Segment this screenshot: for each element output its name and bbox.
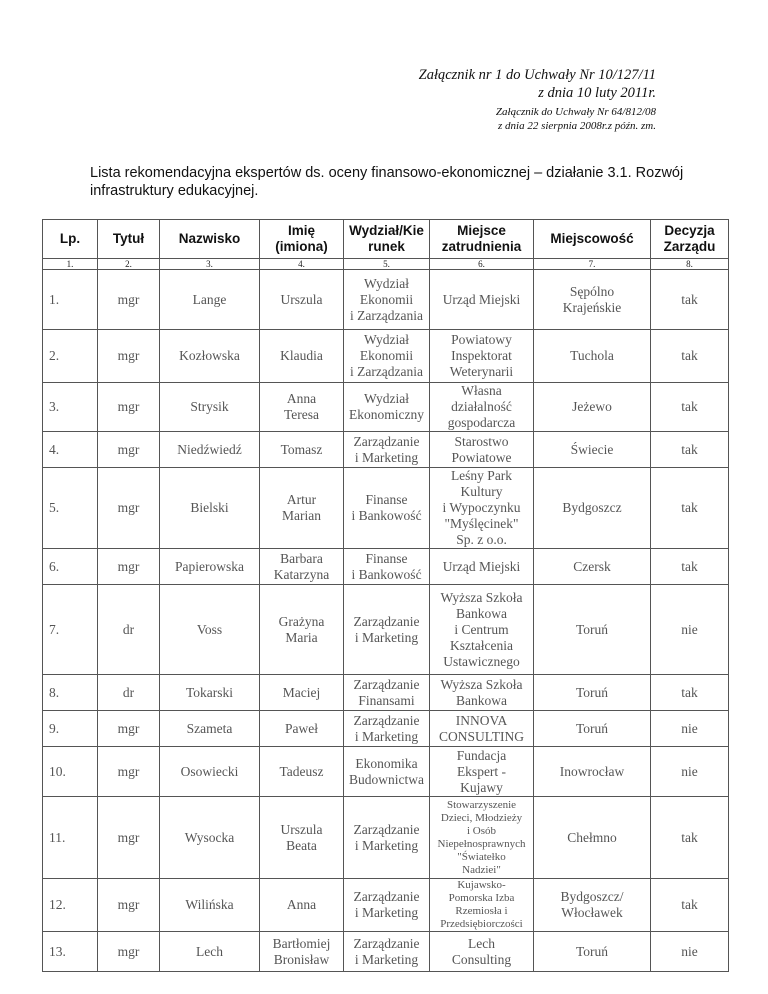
column-header-text: (imiona) bbox=[275, 239, 328, 254]
cell-imie-line: Barbara bbox=[280, 550, 323, 566]
cell-nazwisko: Wysocka bbox=[160, 797, 260, 879]
cell-miejsce-line: Pomorska Izba bbox=[448, 892, 515, 904]
column-header-text: Miejscowość bbox=[550, 231, 634, 246]
column-number: 2. bbox=[98, 259, 160, 270]
cell-nazwisko: Tokarski bbox=[160, 675, 260, 711]
cell-miejscowosc-line: Włocławek bbox=[561, 905, 623, 920]
cell-imie bbox=[260, 330, 344, 383]
cell-miejsce-line: Nadziei" bbox=[462, 863, 501, 876]
cell-wydzial-line: Budownictwa bbox=[349, 771, 424, 787]
cell-imie bbox=[260, 797, 344, 879]
table-row bbox=[43, 879, 729, 932]
cell-imie-line: Bronisław bbox=[273, 951, 330, 967]
cell-tytul: mgr bbox=[98, 711, 160, 747]
cell-nazwisko: Osowiecki bbox=[160, 747, 260, 797]
cell-wydzial-line: i Marketing bbox=[354, 728, 419, 744]
document-header bbox=[419, 66, 656, 133]
cell-imie bbox=[260, 711, 344, 747]
cell-miejscowosc-line: Czersk bbox=[573, 558, 611, 574]
cell-miejsce-line: Kultury bbox=[460, 484, 503, 499]
cell-wydzial-line: Zarządzanie bbox=[353, 676, 420, 692]
cell-miejsce-line: Rzemiosła i bbox=[455, 905, 508, 917]
cell-decyzja: tak bbox=[651, 879, 729, 932]
cell-tytul: mgr bbox=[98, 432, 160, 468]
cell-miejscowosc-line: Świecie bbox=[570, 441, 614, 457]
cell-miejsce bbox=[430, 675, 534, 711]
cell-lp: 7. bbox=[43, 585, 98, 675]
cell-wydzial bbox=[344, 675, 430, 711]
column-header-text: Imię bbox=[287, 223, 315, 238]
cell-miejsce bbox=[430, 879, 534, 932]
previous-resolution-line: Załącznik do Uchwały Nr 64/812/08 bbox=[495, 106, 656, 118]
cell-imie bbox=[260, 932, 344, 972]
cell-wydzial-line: Finansami bbox=[358, 692, 415, 708]
cell-miejsce-line: Leśny Park bbox=[450, 468, 513, 483]
cell-miejscowosc bbox=[534, 932, 651, 972]
column-number: 4. bbox=[260, 259, 344, 270]
column-header-text: Zarządu bbox=[663, 239, 716, 254]
table-header-row bbox=[43, 220, 729, 259]
cell-tytul: mgr bbox=[98, 383, 160, 432]
cell-miejscowosc-line: Toruń bbox=[575, 720, 609, 736]
cell-miejscowosc-line: Jeżewo bbox=[572, 399, 612, 414]
cell-nazwisko: Lange bbox=[160, 270, 260, 330]
table-row bbox=[43, 383, 729, 432]
cell-wydzial bbox=[344, 711, 430, 747]
cell-miejsce-line: Bankowa bbox=[456, 605, 507, 621]
cell-wydzial-line: Zarządzanie bbox=[353, 433, 420, 449]
cell-wydzial-line: i Bankowość bbox=[351, 566, 422, 582]
cell-miejscowosc-line: Toruń bbox=[575, 943, 609, 959]
cell-wydzial-line: Zarządzanie bbox=[353, 821, 420, 837]
cell-wydzial-line: i Marketing bbox=[354, 837, 419, 853]
column-header-text: Nazwisko bbox=[178, 231, 241, 246]
cell-decyzja: tak bbox=[651, 383, 729, 432]
resolution-line: Załącznik nr 1 do Uchwały Nr 10/127/11 bbox=[418, 67, 656, 83]
cell-decyzja: nie bbox=[651, 585, 729, 675]
cell-miejscowosc-line: Inowrocław bbox=[559, 763, 625, 779]
table-row bbox=[43, 468, 729, 549]
cell-miejsce bbox=[430, 711, 534, 747]
cell-miejsce-line: Stowarzyszenie bbox=[446, 798, 517, 811]
cell-lp: 12. bbox=[43, 879, 98, 932]
cell-miejsce bbox=[430, 549, 534, 585]
cell-miejsce-line: "Światełko bbox=[457, 850, 506, 863]
cell-miejsce bbox=[430, 383, 534, 432]
cell-imie-line: Grażyna bbox=[278, 613, 325, 629]
cell-lp: 11. bbox=[43, 797, 98, 879]
cell-wydzial bbox=[344, 330, 430, 383]
column-number: 6. bbox=[430, 259, 534, 270]
cell-nazwisko: Lech bbox=[160, 932, 260, 972]
cell-wydzial-line: Finanse bbox=[365, 550, 408, 566]
cell-nazwisko: Papierowska bbox=[160, 549, 260, 585]
cell-lp: 9. bbox=[43, 711, 98, 747]
cell-decyzja: tak bbox=[651, 330, 729, 383]
cell-miejscowosc-line: Bydgoszcz/ bbox=[560, 889, 624, 904]
cell-miejsce-line: Fundacja bbox=[456, 747, 507, 763]
cell-lp: 1. bbox=[43, 270, 98, 330]
title-line-1: Lista rekomendacyjna ekspertów ds. oceny finansowo-ekonomicznej – działanie 3.1. Rozwój bbox=[90, 165, 684, 181]
previous-resolution-date-line: z dnia 22 sierpnia 2008r.z późn. zm. bbox=[498, 120, 656, 132]
cell-miejsce-line: INNOVA bbox=[455, 712, 508, 728]
cell-nazwisko: Strysik bbox=[160, 383, 260, 432]
cell-imie bbox=[260, 549, 344, 585]
table-row bbox=[43, 747, 729, 797]
cell-tytul: mgr bbox=[98, 468, 160, 549]
cell-miejscowosc bbox=[534, 585, 651, 675]
column-number: 1. bbox=[43, 259, 98, 270]
cell-miejsce-line: Weterynarii bbox=[449, 364, 514, 379]
cell-imie bbox=[260, 383, 344, 432]
cell-miejsce bbox=[430, 747, 534, 797]
cell-decyzja: tak bbox=[651, 797, 729, 879]
cell-imie bbox=[260, 468, 344, 549]
cell-miejsce bbox=[430, 797, 534, 879]
cell-decyzja: tak bbox=[651, 675, 729, 711]
cell-imie-line: Anna bbox=[286, 391, 317, 406]
cell-nazwisko: Niedźwiedź bbox=[160, 432, 260, 468]
cell-tytul: mgr bbox=[98, 747, 160, 797]
cell-imie-line: Maciej bbox=[282, 684, 321, 700]
column-number-row bbox=[43, 259, 729, 270]
cell-tytul: mgr bbox=[98, 270, 160, 330]
cell-miejsce-line: Powiatowy bbox=[451, 332, 512, 347]
cell-wydzial-line: i Marketing bbox=[354, 629, 419, 645]
cell-wydzial-line: Ekonomii bbox=[359, 291, 414, 307]
cell-miejsce-line: "Myślęcinek" bbox=[444, 516, 519, 531]
cell-miejsce-line: i Wypoczynku bbox=[442, 500, 521, 515]
cell-nazwisko: Kozłowska bbox=[160, 330, 260, 383]
column-header-text: Wydział/Kie bbox=[349, 223, 424, 238]
cell-imie-line: Artur bbox=[286, 492, 317, 507]
cell-miejscowosc-line: Krajeńskie bbox=[562, 299, 622, 315]
cell-imie-line: Beata bbox=[286, 837, 317, 853]
column-header-text: Lp. bbox=[59, 231, 81, 246]
cell-wydzial-line: Ekonomiczny bbox=[349, 407, 424, 422]
cell-lp: 13. bbox=[43, 932, 98, 972]
cell-miejsce-line: Kujawsko- bbox=[457, 879, 506, 891]
cell-tytul: mgr bbox=[98, 879, 160, 932]
cell-wydzial bbox=[344, 270, 430, 330]
cell-nazwisko: Szameta bbox=[160, 711, 260, 747]
cell-decyzja: tak bbox=[651, 270, 729, 330]
table-row bbox=[43, 797, 729, 879]
cell-wydzial bbox=[344, 932, 430, 972]
table-row bbox=[43, 432, 729, 468]
cell-imie-line: Bartłomiej bbox=[272, 935, 331, 951]
table-row bbox=[43, 549, 729, 585]
cell-miejsce-line: Inspektorat bbox=[451, 348, 512, 363]
cell-wydzial bbox=[344, 797, 430, 879]
cell-nazwisko: Bielski bbox=[160, 468, 260, 549]
cell-imie-line: Katarzyna bbox=[273, 566, 330, 582]
cell-miejsce-line: Dzieci, Młodzieży bbox=[440, 811, 523, 824]
cell-miejsce-line: Własna bbox=[461, 383, 502, 398]
cell-tytul: mgr bbox=[98, 330, 160, 383]
cell-wydzial-line: i Marketing bbox=[354, 905, 419, 920]
cell-wydzial bbox=[344, 549, 430, 585]
column-header-decyzja bbox=[651, 220, 729, 259]
cell-wydzial-line: Zarządzanie bbox=[353, 712, 420, 728]
cell-wydzial bbox=[344, 468, 430, 549]
column-header-text: runek bbox=[368, 239, 405, 254]
cell-wydzial-line: Ekonomii bbox=[359, 348, 414, 363]
cell-miejsce-line: Urząd Miejski bbox=[442, 291, 521, 307]
cell-lp: 8. bbox=[43, 675, 98, 711]
cell-lp: 10. bbox=[43, 747, 98, 797]
resolution-date-line: z dnia 10 luty 2011r. bbox=[538, 85, 656, 101]
cell-imie-line: Urszula bbox=[280, 821, 323, 837]
table-row bbox=[43, 330, 729, 383]
cell-wydzial bbox=[344, 383, 430, 432]
cell-miejsce-line: działalność bbox=[451, 399, 512, 414]
cell-miejscowosc-line: Sępólno bbox=[569, 283, 615, 299]
table-body bbox=[43, 270, 729, 972]
cell-imie-line: Maria bbox=[285, 629, 318, 645]
column-header-miejsce bbox=[430, 220, 534, 259]
cell-miejscowosc bbox=[534, 549, 651, 585]
cell-miejsce-line: Ustawicznego bbox=[443, 653, 520, 669]
cell-tytul: mgr bbox=[98, 932, 160, 972]
cell-lp: 2. bbox=[43, 330, 98, 383]
cell-tytul: mgr bbox=[98, 797, 160, 879]
cell-imie-line: Teresa bbox=[283, 407, 320, 422]
cell-imie bbox=[260, 585, 344, 675]
cell-miejsce bbox=[430, 270, 534, 330]
column-header-text: Miejsce bbox=[457, 223, 506, 238]
cell-imie-line: Urszula bbox=[280, 291, 323, 307]
column-header-miejscowosc bbox=[534, 220, 651, 259]
cell-miejsce-line: gospodarcza bbox=[447, 415, 516, 430]
column-number: 5. bbox=[344, 259, 430, 270]
cell-wydzial-line: Finanse bbox=[365, 492, 408, 507]
column-header-nazwisko bbox=[160, 220, 260, 259]
cell-miejsce-line: Powiatowe bbox=[451, 449, 512, 465]
cell-miejsce bbox=[430, 468, 534, 549]
experts-table bbox=[42, 219, 729, 972]
cell-tytul: dr bbox=[98, 585, 160, 675]
cell-wydzial-line: Wydział bbox=[364, 391, 409, 406]
cell-wydzial bbox=[344, 585, 430, 675]
cell-decyzja: nie bbox=[651, 711, 729, 747]
cell-wydzial-line: i Zarządzania bbox=[349, 307, 424, 323]
cell-miejscowosc-line: Toruń bbox=[575, 621, 609, 637]
cell-imie bbox=[260, 270, 344, 330]
cell-miejsce-line: Kształcenia bbox=[450, 637, 513, 653]
cell-wydzial bbox=[344, 432, 430, 468]
column-header-text: Decyzja bbox=[664, 223, 715, 238]
cell-miejsce-line: i Osób bbox=[466, 824, 497, 837]
cell-miejsce-line: Lech bbox=[468, 935, 495, 951]
column-header-tytul bbox=[98, 220, 160, 259]
cell-miejscowosc bbox=[534, 879, 651, 932]
cell-miejscowosc bbox=[534, 675, 651, 711]
cell-miejscowosc-line: Bydgoszcz bbox=[562, 500, 622, 515]
column-header-lp bbox=[43, 220, 98, 259]
cell-miejscowosc bbox=[534, 797, 651, 879]
cell-wydzial-line: i Marketing bbox=[354, 951, 419, 967]
cell-wydzial-line: Wydział bbox=[364, 332, 409, 347]
cell-wydzial-line: i Zarządzania bbox=[349, 364, 424, 379]
cell-imie-line: Paweł bbox=[285, 720, 318, 736]
cell-lp: 3. bbox=[43, 383, 98, 432]
cell-miejscowosc bbox=[534, 270, 651, 330]
table-row bbox=[43, 270, 729, 330]
title-line-2: infrastruktury edukacyjnej. bbox=[90, 183, 259, 199]
cell-miejsce bbox=[430, 932, 534, 972]
cell-decyzja: tak bbox=[651, 432, 729, 468]
cell-miejsce bbox=[430, 330, 534, 383]
column-number: 7. bbox=[534, 259, 651, 270]
cell-miejsce-line: CONSULTING bbox=[438, 728, 524, 744]
cell-miejsce-line: i Centrum bbox=[454, 621, 509, 637]
cell-wydzial-line: Wydział bbox=[364, 275, 409, 291]
cell-miejscowosc-line: Toruń bbox=[575, 684, 609, 700]
cell-wydzial-line: Zarządzanie bbox=[353, 889, 420, 904]
cell-miejscowosc bbox=[534, 383, 651, 432]
cell-miejsce-line: Przedsiębiorczości bbox=[440, 918, 523, 930]
column-header-wydzial bbox=[344, 220, 430, 259]
cell-miejsce-line: Starostwo bbox=[454, 433, 509, 449]
cell-imie-line: Marian bbox=[282, 508, 321, 523]
cell-miejsce-line: Ekspert - bbox=[456, 763, 507, 779]
cell-tytul: dr bbox=[98, 675, 160, 711]
cell-imie bbox=[260, 747, 344, 797]
cell-miejsce-line: Niepełnosprawnych bbox=[437, 837, 526, 850]
cell-wydzial-line: Ekonomika bbox=[355, 755, 418, 771]
column-header-imie bbox=[260, 220, 344, 259]
cell-wydzial bbox=[344, 879, 430, 932]
document-title bbox=[90, 164, 710, 200]
cell-wydzial-line: i Bankowość bbox=[351, 508, 422, 523]
cell-miejsce-line: Wyższa Szkoła bbox=[440, 589, 523, 605]
cell-miejscowosc bbox=[534, 747, 651, 797]
cell-miejsce-line: Sp. z o.o. bbox=[456, 532, 507, 547]
table-row bbox=[43, 585, 729, 675]
cell-miejsce-line: Consulting bbox=[451, 951, 512, 967]
cell-miejscowosc bbox=[534, 711, 651, 747]
cell-miejscowosc bbox=[534, 330, 651, 383]
cell-imie-line: Tomasz bbox=[280, 441, 323, 457]
cell-imie bbox=[260, 432, 344, 468]
cell-miejsce bbox=[430, 585, 534, 675]
cell-imie-line: Tadeusz bbox=[279, 763, 324, 779]
cell-imie-line: Klaudia bbox=[280, 348, 323, 363]
cell-nazwisko: Voss bbox=[160, 585, 260, 675]
cell-miejscowosc bbox=[534, 468, 651, 549]
cell-decyzja: nie bbox=[651, 747, 729, 797]
cell-miejscowosc bbox=[534, 432, 651, 468]
cell-nazwisko: Wilińska bbox=[160, 879, 260, 932]
cell-miejscowosc-line: Tuchola bbox=[570, 348, 614, 363]
cell-decyzja: nie bbox=[651, 932, 729, 972]
cell-decyzja: tak bbox=[651, 468, 729, 549]
cell-imie bbox=[260, 879, 344, 932]
column-header-text: zatrudnienia bbox=[441, 239, 522, 254]
cell-lp: 5. bbox=[43, 468, 98, 549]
cell-wydzial bbox=[344, 747, 430, 797]
cell-imie bbox=[260, 675, 344, 711]
table-row bbox=[43, 711, 729, 747]
cell-miejsce bbox=[430, 432, 534, 468]
cell-miejsce-line: Urząd Miejski bbox=[442, 558, 521, 574]
cell-wydzial-line: i Marketing bbox=[354, 449, 419, 465]
cell-lp: 4. bbox=[43, 432, 98, 468]
cell-decyzja: tak bbox=[651, 549, 729, 585]
column-number: 8. bbox=[651, 259, 729, 270]
cell-imie-line: Anna bbox=[286, 897, 317, 912]
cell-miejsce-line: Kujawy bbox=[460, 779, 503, 795]
cell-miejsce-line: Bankowa bbox=[456, 692, 507, 708]
table-row bbox=[43, 932, 729, 972]
cell-miejsce-line: Wyższa Szkoła bbox=[440, 676, 523, 692]
column-header-text: Tytuł bbox=[112, 231, 145, 246]
cell-tytul: mgr bbox=[98, 549, 160, 585]
cell-wydzial-line: Zarządzanie bbox=[353, 935, 420, 951]
cell-miejscowosc-line: Chełmno bbox=[567, 829, 617, 845]
cell-lp: 6. bbox=[43, 549, 98, 585]
cell-wydzial-line: Zarządzanie bbox=[353, 613, 420, 629]
column-number: 3. bbox=[160, 259, 260, 270]
table-row bbox=[43, 675, 729, 711]
